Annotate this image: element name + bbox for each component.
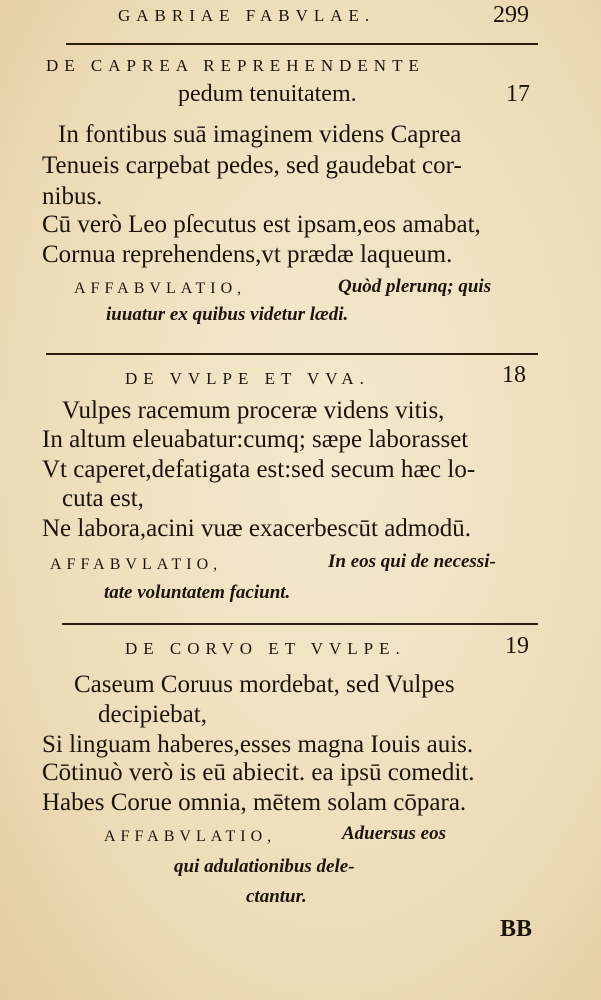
fable-19-moral-line-3: ctantur. <box>246 886 307 907</box>
fable-19-title: DE CORVO ET VVLPE. <box>125 639 406 658</box>
catchword: BB <box>500 916 533 942</box>
fable-17-line-2: Tenueis carpebat pedes, sed gaudebat cor- <box>42 152 462 179</box>
fable-17-line-4: Cū verò Leo pſecutus est ipsam,eos amabat, <box>42 211 481 238</box>
running-header: GABRIAE FABVLAE. <box>118 6 376 25</box>
fable-19-affabulatio-label: AFFABVLATIO, <box>104 828 277 845</box>
page-number: 299 <box>493 2 529 28</box>
fable-17-line-5: Cornua reprehendens,vt prædæ laqueum. <box>42 241 453 268</box>
fable-18-moral-line-1: In eos qui de necessi- <box>328 551 496 572</box>
fable-17-moral-line-1: Quòd plerunq; quis <box>338 276 492 297</box>
fable-17-line-1: In fontibus suā imaginem videns Caprea <box>58 121 462 148</box>
fable-18-affabulatio-label: AFFABVLATIO, <box>50 556 223 573</box>
section-rule-2 <box>62 623 538 625</box>
fable-18-line-4: cuta est, <box>62 485 144 512</box>
fable-17-moral-line-2: iuuatur ex quibus videtur lædi. <box>106 304 349 325</box>
fable-17-title-line2: pedum tenuitatem. <box>178 81 357 107</box>
fable-18-line-1: Vulpes racemum proceræ videns vitis, <box>62 397 445 424</box>
fable-17-title-line1: DE CAPREA REPREHENDENTE <box>46 56 425 75</box>
fable-19-line-5: Habes Corue omnia, mētem solam cōpara. <box>42 789 467 816</box>
fable-18-number: 18 <box>502 362 526 388</box>
fable-18-line-5: Ne labora,acini vuæ exacerbescūt admodū. <box>42 515 471 542</box>
fable-17-affabulatio-label: AFFABVLATIO, <box>74 280 247 297</box>
fable-19-line-2: decipiebat, <box>98 701 207 728</box>
fable-18-title: DE VVLPE ET VVA. <box>125 369 370 388</box>
fable-17-line-3: nibus. <box>42 183 103 210</box>
fable-19-line-4: Cōtinuò verò is eū abiecit. ea ipsū comedit. <box>42 759 475 786</box>
fable-19-line-3: Si linguam haberes,esses magna Iouis auis. <box>42 731 474 758</box>
fable-19-moral-line-2: qui adulationibus dele- <box>174 856 355 877</box>
fable-18-line-2: In altum eleuabatur:cumq; sæpe laborasset <box>42 426 469 453</box>
section-rule-1 <box>46 353 538 355</box>
fable-19-number: 19 <box>505 633 529 659</box>
fable-18-moral-line-2: tate voluntatem faciunt. <box>104 582 291 603</box>
fable-19-moral-line-1: Aduersus eos <box>342 823 446 844</box>
header-rule <box>66 43 538 45</box>
fable-19-line-1: Caseum Coruus mordebat, sed Vulpes <box>74 671 455 698</box>
fable-18-line-3: Vt caperet,defatigata est:sed secum hæc lo- <box>42 456 476 483</box>
fable-17-number: 17 <box>506 81 530 107</box>
